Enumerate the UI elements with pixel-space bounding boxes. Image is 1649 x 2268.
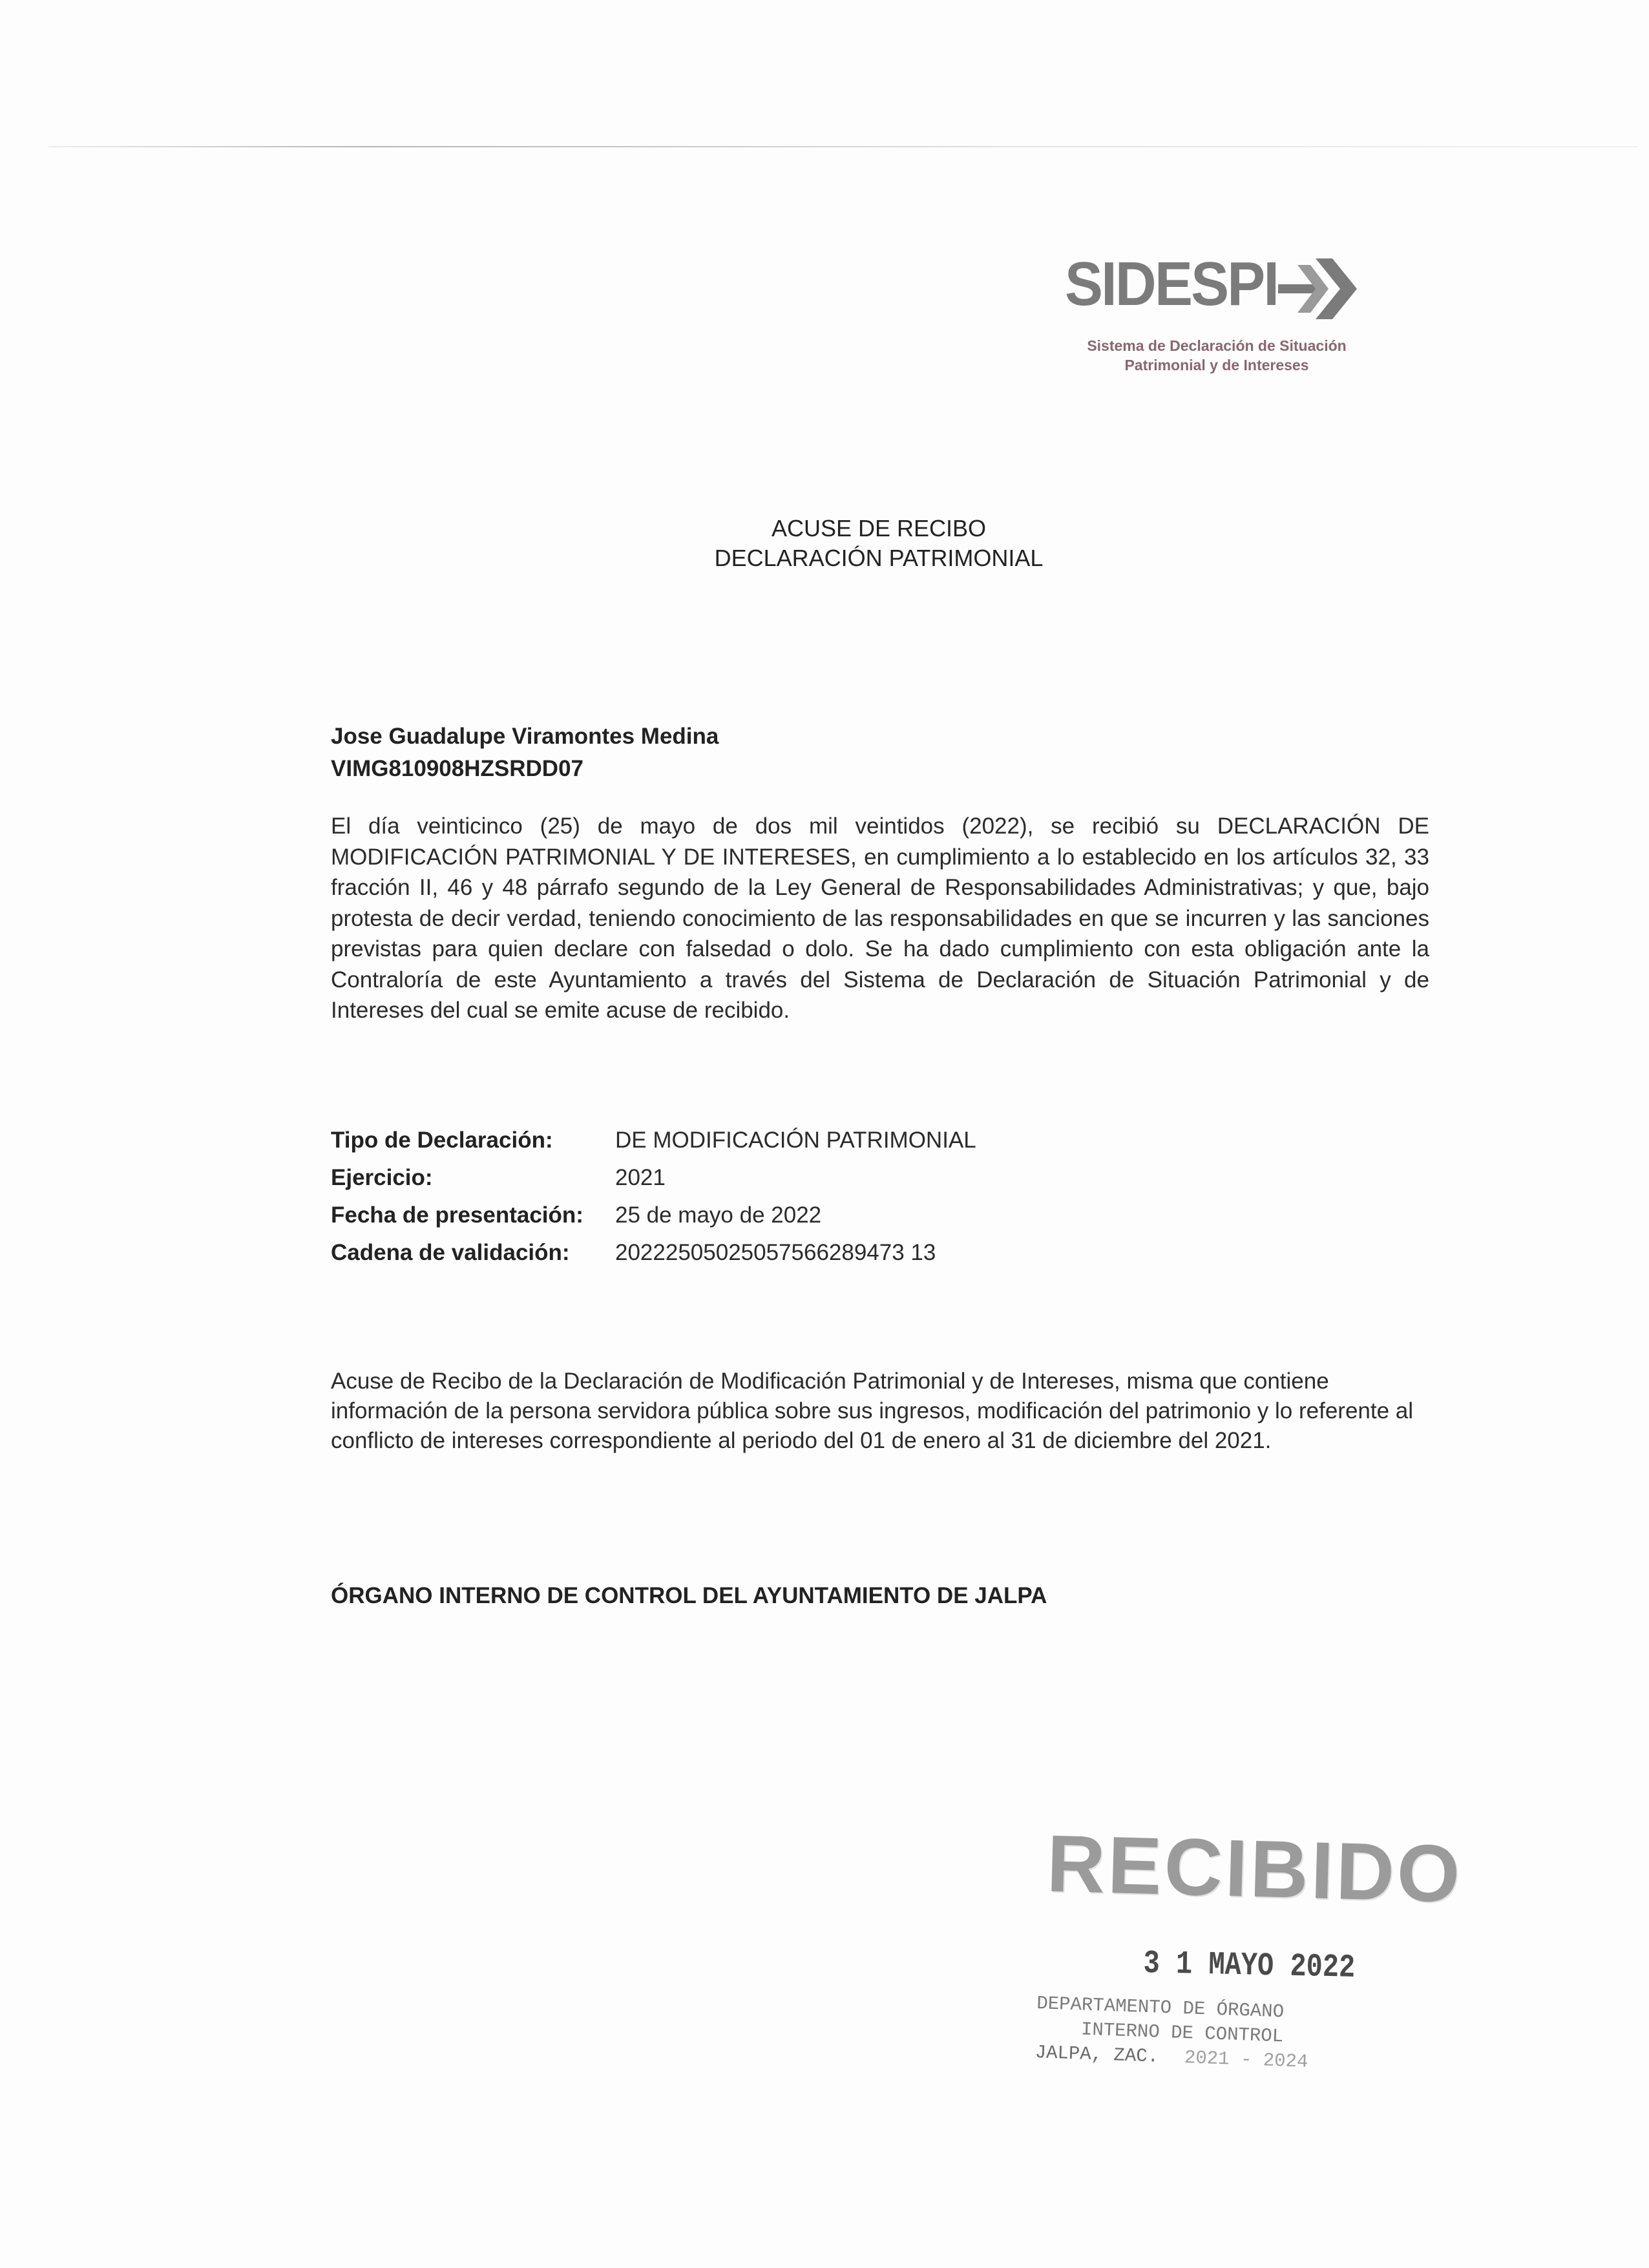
organization-name: ÓRGANO INTERNO DE CONTROL DEL AYUNTAMIENTO DE JALPA: [331, 1583, 1047, 1608]
detail-row-ejercicio: [331, 1165, 976, 1202]
logo-subtitle-line2: Patrimonial y de Intereses: [1124, 357, 1309, 373]
stamp-department: [1035, 1991, 1412, 2078]
detail-label: Fecha de presentación:: [331, 1202, 583, 1228]
detail-label: Tipo de Declaración:: [331, 1128, 553, 1153]
stamp-period: 2021 - 2024: [1184, 2047, 1308, 2073]
received-stamp: [1034, 1818, 1464, 2094]
detail-value: DE MODIFICACIÓN PATRIMONIAL: [615, 1128, 976, 1153]
detail-value: 2021: [615, 1165, 666, 1190]
logo-subtitle-line1: Sistema de Declaración de Situación: [1087, 337, 1347, 354]
stamp-line1: DEPARTAMENTO DE ÓRGANO: [1036, 1992, 1285, 2023]
body-paragraph: El día veinticinco (25) de mayo de dos mil veintidos (2022), se recibió su DECLARACIÓN DE MODIFICACIÓN PATRIMONIAL Y DE INTERESES, en cumplimiento a lo establecido en los artículos 32, 33 fracción II, 46 y 48 párrafo segundo de la Ley General de Responsabilidades Administrativas; y que, bajo protesta de decir verdad, teniendo conocimiento de las responsabilidades en que se incurren y las sanciones previstas para quien declare con falsedad o dolo. Se ha dado cumplimiento con esta obligación ante la Contraloría de este Ayuntamiento a través del Sistema de Declaración de Situación Patrimonial y de Intereses del cual se emite acuse de recibido.: [331, 814, 1429, 1023]
detail-row-fecha: [331, 1202, 976, 1240]
detail-row-tipo: [331, 1128, 976, 1165]
logo-subtitle: [1065, 336, 1369, 375]
title-line1: ACUSE DE RECIBO: [771, 515, 987, 541]
scan-edge-line: [48, 146, 1638, 147]
sidespi-logo: [1065, 249, 1375, 383]
detail-label: Cadena de validación:: [331, 1240, 570, 1265]
arrow-logo-icon: [1278, 253, 1362, 324]
detail-label: Ejercicio:: [331, 1165, 433, 1190]
declarant-name: Jose Guadalupe Viramontes Medina: [331, 724, 719, 749]
document-title: [582, 514, 1176, 573]
detail-row-cadena: [331, 1240, 976, 1277]
declaration-details: [331, 1128, 976, 1277]
closing-paragraph: Acuse de Recibo de la Declaración de Modificación Patrimonial y de Intereses, misma que contiene información de la persona servidora pública sobre sus ingresos, modificación del patrimonio y lo referente al conflicto de intereses correspondiente al periodo del 01 de enero al 31 de diciembre del 2021.: [331, 1369, 1414, 1453]
logo-name: SIDESPI: [1065, 249, 1278, 319]
detail-value: 25 de mayo de 2022: [615, 1202, 822, 1228]
stamp-date: 3 1 MAYO 2022: [1143, 1945, 1356, 1987]
declarant-rfc: VIMG810908HZSRDD07: [331, 756, 583, 781]
stamp-word: RECIBIDO: [1045, 1818, 1464, 1920]
detail-value: 20222505025057566289473 13: [615, 1240, 936, 1265]
stamp-place: JALPA, ZAC.: [1035, 2041, 1159, 2068]
title-line2: DECLARACIÓN PATRIMONIAL: [714, 545, 1044, 571]
stamp-line2: INTERNO DE CONTROL: [1080, 2019, 1284, 2048]
